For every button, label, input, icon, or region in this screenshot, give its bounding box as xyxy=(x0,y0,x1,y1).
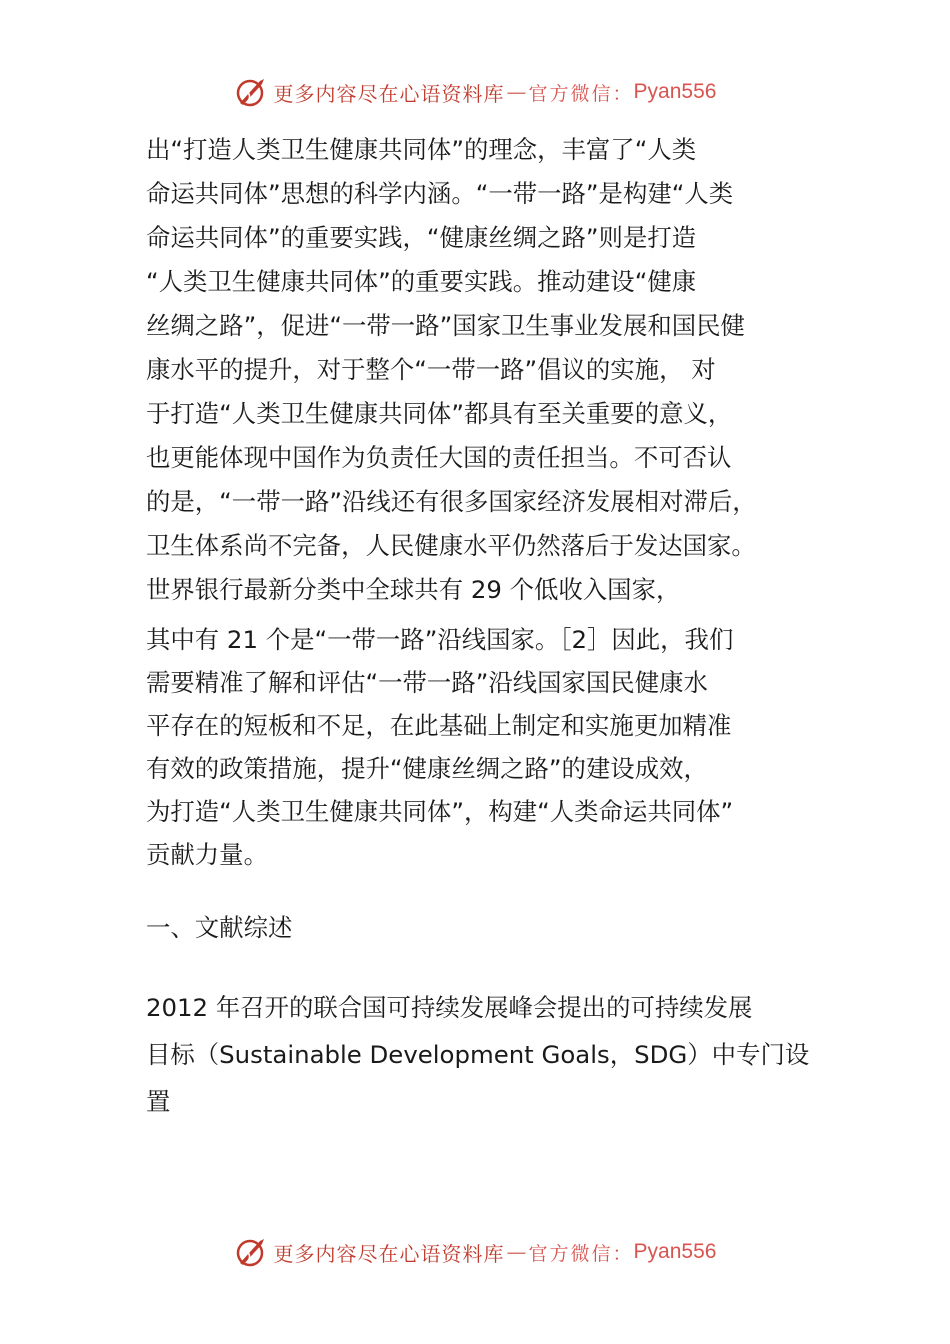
text-line: 出“打造人类卫生健康共同体”的理念，丰富了“人类 xyxy=(146,135,697,164)
wechat-id: Pyan556 xyxy=(633,80,717,103)
paragraph-3 xyxy=(146,984,836,1125)
footer-watermark xyxy=(0,1232,950,1272)
text-line: 康水平的提升，对于整个“一带一路”倡议的实施， 对 xyxy=(146,355,716,384)
text-line: 世界银行最新分类中全球共有 29 个低收入国家， xyxy=(146,575,681,604)
quill-logo-icon xyxy=(234,75,268,109)
wechat-label: 官方微信： xyxy=(528,82,634,105)
text-line: 的是，“一带一路”沿线还有很多国家经济发展相对滞后， xyxy=(146,487,757,516)
text-line: 为打造“人类卫生健康共同体”，构建“人类命运共同体” xyxy=(146,797,734,826)
text-line: 于打造“人类卫生健康共同体”都具有至关重要的意义， xyxy=(146,399,733,428)
section-heading xyxy=(146,906,836,950)
text-line: 目标（Sustainable Development Goals，SDG）中专门设 xyxy=(146,1040,810,1069)
text-line: 贡献力量。 xyxy=(146,840,268,869)
text-line: 命运共同体”思想的科学内涵。“一带一路”是构建“人类 xyxy=(146,179,734,208)
wechat-id: Pyan556 xyxy=(633,1240,717,1263)
text-line: 置 xyxy=(146,1087,171,1116)
text-line: 命运共同体”的重要实践，“健康丝绸之路”则是打造 xyxy=(146,223,697,252)
text-line: 2012 年召开的联合国可持续发展峰会提出的可持续发展 xyxy=(146,993,753,1022)
text-line: 有效的政策措施，提升“健康丝绸之路”的建设成效， xyxy=(146,754,708,783)
paragraph-1 xyxy=(146,128,836,612)
document-body xyxy=(146,128,836,1125)
dash-separator: — xyxy=(506,80,527,104)
brand-text: 更多内容尽在心语资料库 xyxy=(273,1241,505,1266)
heading-text: 一、文献综述 xyxy=(146,913,293,942)
text-line: 其中有 21 个是“一带一路”沿线国家。［2］因此，我们 xyxy=(146,625,734,654)
text-line: 卫生体系尚不完备，人民健康水平仍然落后于发达国家。 xyxy=(146,531,756,560)
header-watermark xyxy=(0,72,950,112)
quill-logo-icon xyxy=(234,1235,268,1269)
paragraph-2 xyxy=(146,618,836,876)
text-line: 也更能体现中国作为负责任大国的责任担当。不可否认 xyxy=(146,443,732,472)
text-line: “人类卫生健康共同体”的重要实践。推动建设“健康 xyxy=(146,267,697,296)
wechat-label: 官方微信： xyxy=(528,1242,634,1265)
text-line: 平存在的短板和不足，在此基础上制定和实施更加精准 xyxy=(146,711,732,740)
brand-text: 更多内容尽在心语资料库 xyxy=(273,81,505,106)
text-line: 丝绸之路”，促进“一带一路”国家卫生事业发展和国民健 xyxy=(146,311,745,340)
text-line: 需要精准了解和评估“一带一路”沿线国家国民健康水 xyxy=(146,668,708,697)
dash-separator: — xyxy=(506,1240,527,1264)
